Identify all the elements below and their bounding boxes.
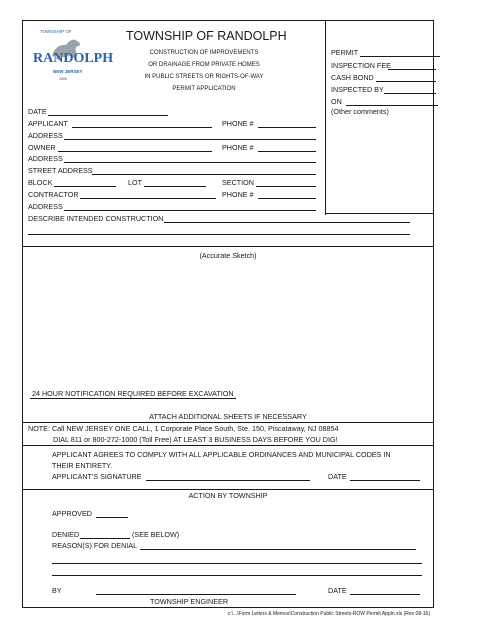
logo-name: RANDOLPH — [33, 51, 114, 66]
agreement-line-2: THEIR ENTIRETY. — [52, 461, 113, 470]
applicant-address-field[interactable] — [64, 139, 316, 140]
contractor-phone-field[interactable] — [258, 198, 316, 199]
section-divider-agreement — [22, 445, 434, 446]
describe-construction-label: DESCRIBE INTENDED CONSTRUCTION — [28, 214, 164, 223]
see-below-text: (SEE BELOW) — [132, 530, 180, 539]
lot-label: LOT — [128, 178, 142, 187]
agreement-date-field[interactable] — [350, 480, 420, 481]
section-divider-note — [22, 422, 434, 423]
sketch-label: (Accurate Sketch) — [199, 251, 257, 260]
other-comments-label: (Other comments) — [331, 107, 389, 116]
logo-top-text: TOWNSHIP OF — [40, 29, 72, 34]
signature-field[interactable] — [146, 480, 310, 481]
agreement-line-1: APPLICANT AGREES TO COMPLY WITH ALL APPLICABLE ORDINANCES AND MUNICIPAL CODES IN — [52, 450, 391, 459]
denied-field[interactable] — [80, 538, 130, 539]
approved-label: APPROVED — [52, 509, 92, 518]
subtitle-line-2: OR DRAINAGE FROM PRIVATE HOMES — [148, 62, 260, 68]
owner-address-label: ADDRESS — [28, 154, 63, 163]
notification-text: 24 HOUR NOTIFICATION REQUIRED BEFORE EXCAVATION — [32, 389, 234, 398]
owner-phone-field[interactable] — [258, 151, 316, 152]
owner-phone-label: PHONE # — [222, 143, 254, 152]
describe-construction-field-2[interactable] — [28, 234, 410, 235]
section-field[interactable] — [256, 186, 316, 187]
applicant-phone-label: PHONE # — [222, 119, 254, 128]
denial-reasons-field-2[interactable] — [52, 563, 422, 564]
block-label: BLOCK — [28, 178, 53, 187]
date-label: DATE — [28, 107, 47, 116]
denied-label: DENIED — [52, 530, 80, 539]
permit-field[interactable] — [360, 56, 440, 57]
office-box-divider — [325, 20, 326, 215]
action-title: ACTION BY TOWNSHIP — [188, 491, 268, 500]
street-address-label: STREET ADDRESS — [28, 166, 93, 175]
lot-field[interactable] — [144, 186, 206, 187]
section-divider-sketch — [22, 246, 434, 247]
contractor-field[interactable] — [80, 198, 216, 199]
inspected-by-field[interactable] — [384, 93, 436, 94]
section-label: SECTION — [222, 178, 254, 187]
block-field[interactable] — [54, 186, 116, 187]
logo-year: 1806 — [59, 77, 67, 81]
contractor-address-label: ADDRESS — [28, 202, 63, 211]
logo-state: NEW JERSEY — [53, 69, 83, 74]
by-label: BY — [52, 586, 62, 595]
note-line-1: NOTE: Call NEW JERSEY ONE CALL, 1 Corporate Place South, Ste. 150, Piscataway, NJ 08854 — [28, 424, 339, 433]
township-logo — [28, 28, 114, 84]
on-field[interactable] — [346, 105, 438, 106]
attach-sheets-text: ATTACH ADDITIONAL SHEETS IF NECESSARY — [149, 412, 307, 421]
action-date-field[interactable] — [350, 594, 420, 595]
notification-underline — [30, 398, 236, 399]
page-title: TOWNSHIP OF RANDOLPH — [126, 29, 287, 43]
applicant-field[interactable] — [72, 127, 212, 128]
contractor-label: CONTRACTOR — [28, 190, 79, 199]
action-date-label: DATE — [328, 586, 347, 595]
sketch-area[interactable] — [24, 262, 432, 386]
date-field[interactable] — [48, 115, 168, 116]
inspection-fee-field[interactable] — [388, 69, 436, 70]
permit-label: PERMIT — [331, 48, 359, 57]
owner-address-field[interactable] — [64, 162, 316, 163]
section-divider-action — [22, 489, 434, 490]
engineer-signature-field[interactable] — [96, 594, 296, 595]
note-line-2: DIAL 811 or 800-272-1000 (Toll Free) AT LEAST 3 BUSINESS DAYS BEFORE YOU DIG! — [53, 435, 338, 444]
denial-reasons-field[interactable] — [140, 549, 416, 550]
township-engineer-label: TOWNSHIP ENGINEER — [150, 597, 229, 606]
office-box-bottom — [325, 213, 434, 214]
subtitle-line-4: PERMIT APPLICATION — [172, 86, 236, 92]
contractor-address-field[interactable] — [64, 210, 316, 211]
contractor-phone-label: PHONE # — [222, 190, 254, 199]
denial-reasons-field-3[interactable] — [52, 575, 422, 576]
applicant-label: APPLICANT — [28, 119, 68, 128]
applicant-phone-field[interactable] — [258, 127, 316, 128]
subtitle-line-3: IN PUBLIC STREETS OR RIGHTS-OF-WAY — [144, 74, 264, 80]
subtitle-line-1: CONSTRUCTION OF IMPROVEMENTS — [149, 50, 259, 56]
cash-bond-label: CASH BOND — [331, 73, 374, 82]
signature-label: APPLICANT'S SIGNATURE — [52, 472, 142, 481]
denial-reasons-label: REASON(S) FOR DENIAL — [52, 541, 138, 550]
describe-construction-field[interactable] — [164, 222, 410, 223]
footer-file-path: c:\...\Form Letters & Memos\Construction Public Streets-ROW Permit Appln.xls (Rev 08-16) — [227, 611, 430, 617]
owner-label: OWNER — [28, 143, 56, 152]
agreement-date-label: DATE — [328, 472, 347, 481]
approved-field[interactable] — [96, 517, 128, 518]
owner-field[interactable] — [58, 151, 212, 152]
street-address-field[interactable] — [92, 174, 316, 175]
applicant-address-label: ADDRESS — [28, 131, 63, 140]
cash-bond-field[interactable] — [376, 81, 436, 82]
inspected-by-label: INSPECTED BY — [331, 85, 384, 94]
on-label: ON — [331, 97, 342, 106]
inspection-fee-label: INSPECTION FEE — [331, 61, 391, 70]
